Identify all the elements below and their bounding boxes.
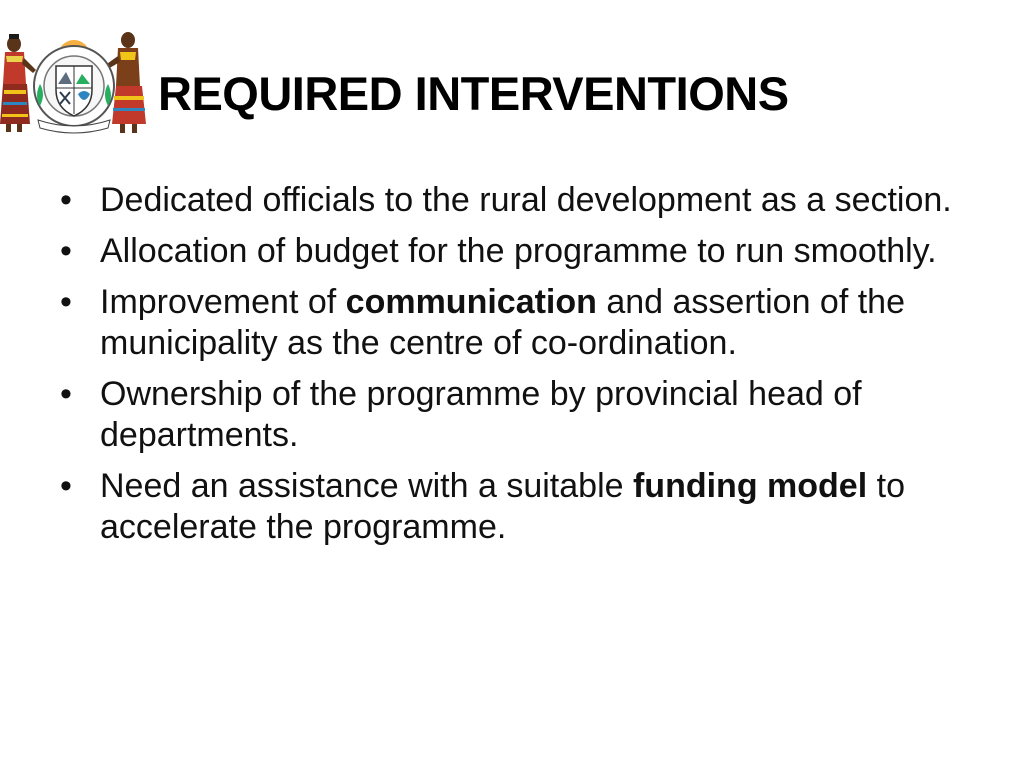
- bullet-segment: and assertion of the municipality as the centre of co-ordination.: [100, 283, 905, 362]
- bullet-segment: to accelerate the programme.: [100, 467, 905, 546]
- bullet-emphasis: funding model: [632, 467, 868, 505]
- bullet-text: [100, 181, 952, 219]
- bullet-item: [60, 374, 1000, 456]
- bullet-marker: •: [60, 181, 72, 219]
- bullet-item: [60, 180, 1000, 221]
- bullet-marker: •: [60, 375, 72, 413]
- bullet-segment: Ownership of the programme by provincial head of departments.: [100, 375, 862, 454]
- bullet-text: [100, 232, 937, 270]
- bullet-item: [60, 231, 1000, 272]
- bullet-segment: Need an assistance with a suitable: [100, 467, 633, 505]
- bullet-item: [60, 466, 1000, 548]
- bullet-text: [100, 467, 905, 546]
- bullet-marker: •: [60, 467, 72, 505]
- left-figure: [0, 34, 36, 132]
- crest-graphic: [0, 26, 148, 136]
- bullet-segment: Allocation of budget for the programme to run smoothly.: [100, 232, 937, 270]
- slide-title: REQUIRED INTERVENTIONS: [158, 67, 789, 120]
- bullet-marker: •: [60, 283, 72, 321]
- bullet-emphasis: communication: [345, 283, 597, 321]
- bullet-segment: Improvement of: [100, 283, 346, 321]
- municipal-crest-logo: [0, 26, 148, 136]
- bullet-item: [60, 282, 1000, 364]
- bullet-list: [60, 180, 1000, 558]
- bullet-segment: Dedicated officials to the rural development as a section.: [100, 181, 952, 219]
- bullet-text: [100, 375, 862, 454]
- bullet-marker: •: [60, 232, 72, 270]
- bullet-text: [100, 283, 905, 362]
